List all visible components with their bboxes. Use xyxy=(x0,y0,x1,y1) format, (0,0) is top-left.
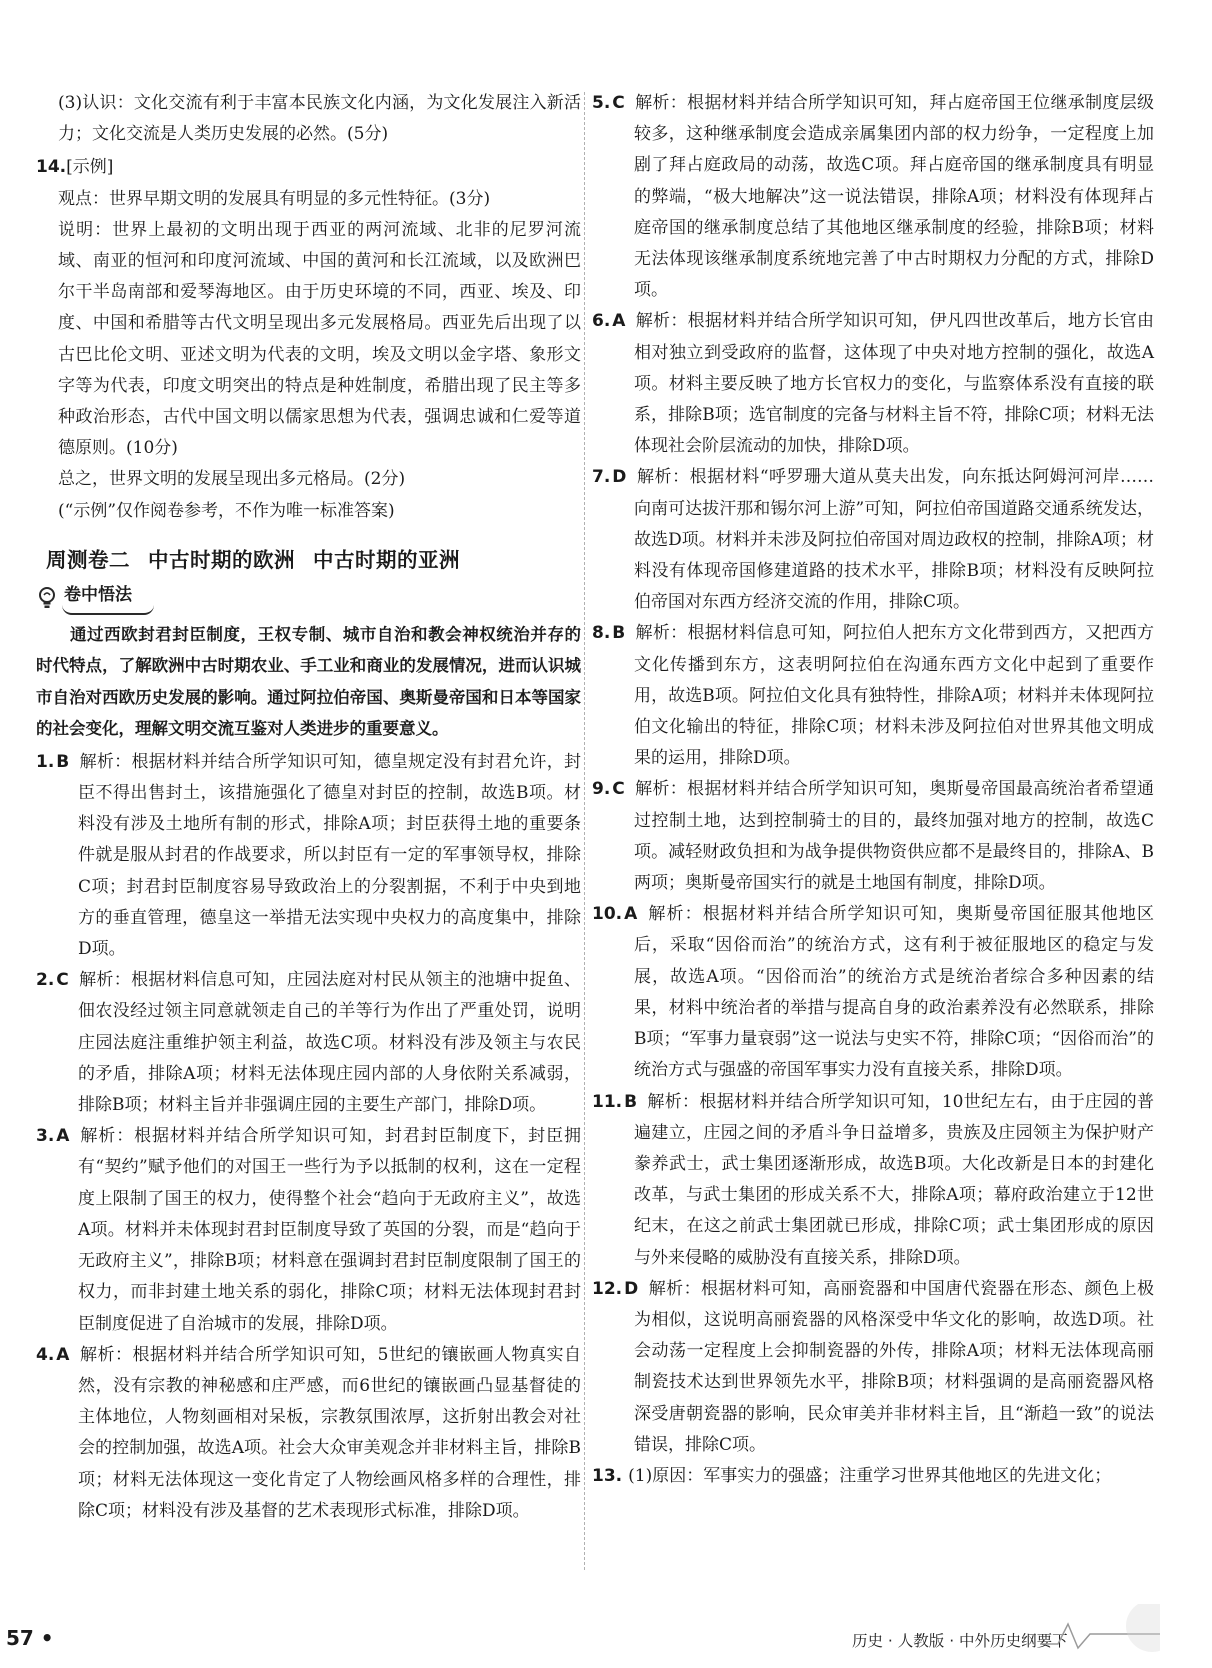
answer-item xyxy=(36,1121,581,1339)
answer-choice: A xyxy=(56,1126,70,1147)
answer-choice: B xyxy=(612,623,626,644)
answer-text: 根据材料并结合所学知识可知，奥斯曼帝国最高统治者希望通过控制土地，达到控制骑士的目的，最终加强对地方的控制，故选C项。减轻财政负担和为战争提供物资供应都不是最终目的，排除A、B两项；奥斯曼帝国实行的就是土地国有制度，排除D项。 xyxy=(634,779,1155,894)
answer-label: 解析： xyxy=(648,1278,702,1299)
answer-number: 7. xyxy=(592,467,611,488)
answer-text: 根据材料“呼罗珊大道从莫夫出发，向东抵达阿姆河河岸……向南可达拔汗那和锡尔河上游”可知，阿拉伯帝国道路交通系统发达，故选D项。材料并未涉及阿拉伯帝国对周边政权的控制，排除A项；材料没有体现帝国修建道路的技术水平，排除B项；材料没有反映阿拉伯帝国对东西方经济交流的作用，排除C项。 xyxy=(634,467,1155,613)
answer-text: (1)原因：军事实力的强盛；注重学习世界其他地区的先进文化； xyxy=(628,1465,1112,1486)
answer-number: 11. xyxy=(592,1091,623,1112)
answer-text: 根据材料并结合所学知识可知，5世纪的镶嵌画人物真实自然，没有宗教的神秘感和庄严感，而6世纪的镶嵌画凸显基督徒的主体地位，人物刻画相对呆板，宗教氛围浓厚，这折射出教会对社会的控制加强，故选A项。社会大众审美观念并非材料主旨，排除B项；材料无法体现这一变化肯定了人物绘画风格多样的合理性，排除C项；材料没有涉及基督的艺术表现形式标准，排除D项。 xyxy=(78,1344,581,1521)
left-answer-list xyxy=(36,747,581,1527)
answer-number: 9. xyxy=(592,779,611,800)
answer-text: 根据材料并结合所学知识可知，拜占庭帝国王位继承制度层级较多，这种继承制度会造成亲属集团内部的权力纷争，一定程度上加剧了拜占庭政局的动荡，故选C项。拜占庭帝国的继承制度具有明显的弊端，“极大地解决”这一说法错误，排除A项；材料没有体现拜占庭帝国的继承制度总结了其他地区继承制度的经验，排除B项；材料无法体现该继承制度系统地完善了中古时期权力分配的方式，排除D项。 xyxy=(634,93,1155,301)
answer-choice: A xyxy=(56,1344,70,1365)
answer-item xyxy=(592,1461,1154,1492)
answer-text: 根据材料信息可知，庄园法庭对村民从领主的池塘中捉鱼、佃农没经过领主同意就领走自己的羊等行为作出了严重处罚，说明庄园法庭注重维护领主利益，故选C项。材料没有涉及领主与农民的矛盾，排除A项；材料无法体现庄园内部的人身依附关系减弱，排除B项；材料主旨并非强调庄园的主要生产部门，排除D项。 xyxy=(78,970,582,1116)
answer-number: 13. xyxy=(592,1465,623,1486)
answer-item xyxy=(592,1087,1154,1274)
answer-item xyxy=(592,88,1154,306)
answer-text: 根据材料并结合所学知识可知，伊凡四世改革后，地方长官由相对独立到受政府的监督，这体现了中央对地方控制的强化，故选A项。材料主要反映了地方长官权力的变化，与监察体系没有直接的联系，排除B项；选官制度的完备与材料主旨不符，排除C项；材料无法体现社会阶层流动的加快，排除D项。 xyxy=(634,311,1155,457)
answer-item xyxy=(592,462,1154,618)
q14-header xyxy=(36,152,581,183)
answer-label: 解析： xyxy=(635,623,688,644)
answer-choice: A xyxy=(612,311,626,332)
column-divider xyxy=(584,92,585,1570)
answer-item xyxy=(36,1340,581,1527)
footer-book-label: 历史 · 人教版 · 中外历史纲要下 xyxy=(852,1632,1068,1650)
q14-conclusion: 总之，世界文明的发展呈现出多元格局。(2分) xyxy=(58,469,406,490)
answer-number: 8. xyxy=(592,623,611,644)
answer-choice: A xyxy=(624,904,638,925)
answer-label: 解析： xyxy=(79,751,132,772)
answer-choice: C xyxy=(56,970,69,991)
answer-number: 4. xyxy=(36,1344,55,1365)
unit-heading-part1: 周测卷二 xyxy=(46,547,130,572)
answer-choice: D xyxy=(624,1278,639,1299)
answer-number: 3. xyxy=(36,1126,55,1147)
answer-label: 解析： xyxy=(647,904,703,925)
answer-label: 解析： xyxy=(634,93,688,113)
answer-item xyxy=(36,965,581,1121)
q14-tag: [示例] xyxy=(66,157,114,178)
q14-number: 14. xyxy=(36,157,67,178)
answer-number: 6. xyxy=(592,311,611,332)
answer-choice: C xyxy=(612,93,625,113)
answer-item xyxy=(592,1274,1154,1461)
unit-heading-part3: 中古时期的亚洲 xyxy=(313,547,460,572)
answer-item xyxy=(592,774,1154,899)
answer-number: 5. xyxy=(592,93,611,113)
answer-choice: B xyxy=(56,751,70,772)
answer-item xyxy=(592,618,1154,774)
answer-text: 根据材料并结合所学知识可知，封君封臣制度下，封臣拥有“契约”赋予他们的对国王一些行为予以抵制的权利，这在一定程度上限制了国王的权力，使得整个社会“趋向于无政府主义”，故选A项。材料并未体现封君封臣制度导致了英国的分裂，而是“趋向于无政府主义”，排除B项；材料意在强调封君封臣制度限制了国王的权力，而非封建土地关系的弱化，排除C项；材料无法体现封君封臣制度促进了自治城市的发展，排除D项。 xyxy=(78,1126,582,1334)
answer-label: 解析： xyxy=(636,467,690,488)
answer-choice: C xyxy=(612,779,625,800)
q13-part3-paragraph: (3)认识：文化交流有利于丰富本民族文化内涵，为文化发展注入新活力；文化交流是人类历史发展的必然。(5分) xyxy=(58,93,581,145)
answer-text: 根据材料并结合所学知识可知，10世纪左右，由于庄园的普遍建立，庄园之间的矛盾斗争日益增多，贵族及庄园领主为保护财产豢养武士，武士集团逐渐形成，故选B项。大化改新是日本的封建化改革，与武士集团的形成关系不大，排除A项；幕府政治建立于12世纪末，在这之前武士集团就已形成，排除C项；武士集团形成的原因与外来侵略的威胁没有直接关系，排除D项。 xyxy=(634,1091,1154,1268)
right-column xyxy=(592,88,1154,1492)
answer-item xyxy=(592,899,1154,1086)
q14-viewpoint: 观点：世界早期文明的发展具有明显的多元性特征。(3分) xyxy=(58,188,491,209)
answer-text: 根据材料并结合所学知识可知，奥斯曼帝国征服其他地区后，采取“因俗而治”的统治方式，这有利于被征服地区的稳定与发展，故选A项。“因俗而治”的统治方式是统治者综合多种因素的结果，材料中统治者的举措与提高自身的政治素养没有必然联系，排除B项；“军事力量衰弱”这一说法与史实不符，排除C项；“因俗而治”的统治方式与强盛的帝国军事实力没有直接关系，排除D项。 xyxy=(634,904,1155,1081)
answer-text: 根据材料可知，高丽瓷器和中国唐代瓷器在形态、颜色上极为相似，这说明高丽瓷器的风格深受中华文化的影响，故选D项。社会动荡一定程度上会抑制瓷器的外传，排除A项；材料无法体现高丽制瓷技术达到世界领先水平，排除B项；材料强调的是高丽瓷器风格深受唐朝瓷器的影响，民众审美并非材料主旨，且“渐趋一致”的说法错误，排除C项。 xyxy=(634,1278,1155,1455)
answer-item xyxy=(36,747,581,965)
answer-number: 2. xyxy=(36,970,55,991)
answer-item xyxy=(592,306,1154,462)
q14-note: (“示例”仅作阅卷参考，不作为唯一标准答案) xyxy=(58,500,395,521)
answer-number: 10. xyxy=(592,904,623,925)
answer-label: 解析： xyxy=(634,779,688,800)
answer-label: 解析： xyxy=(647,1091,700,1112)
unit-heading xyxy=(46,543,581,577)
section-label: 卷中悟法 xyxy=(62,580,154,615)
answer-text: 根据材料信息可知，阿拉伯人把东方文化带到西方，又把西方文化传播到东方，这表明阿拉伯在沟通东西方文化中起到了重要作用，故选B项。阿拉伯文化具有独特性，排除A项；材料并未体现阿拉伯文化输出的特征，排除C项；材料未涉及阿拉伯对世界其他文明成果的运用，排除D项。 xyxy=(634,623,1155,769)
section-tag xyxy=(36,583,581,613)
unit-heading-part2: 中古时期的欧洲 xyxy=(148,547,295,572)
answer-text: 根据材料并结合所学知识可知，德皇规定没有封君允许，封臣不得出售封土，该措施强化了德皇对封臣的控制，故选B项。材料没有涉及土地所有制的形式，排除A项；封臣获得土地的重要条件就是服从封君的作战要求，所以封臣有一定的军事领导权，排除C项；封君封臣制度容易导致政治上的分裂割据，不利于中央到地方的垂直管理，德皇这一举措无法实现中央权力的高度集中，排除D项。 xyxy=(78,751,582,960)
left-column xyxy=(36,88,581,1527)
page-number: 57 • xyxy=(6,1626,54,1650)
section-summary: 通过西欧封君封臣制度，王权专制、城市自治和教会神权统治并存的时代特点，了解欧洲中古时期农业、手工业和商业的发展情况，进而认识城市自治对西欧历史发展的影响。通过阿拉伯帝国、奥斯曼帝国和日本等国家的社会变化，理解文明交流互鉴对人类进步的重要意义。 xyxy=(36,624,581,739)
answer-number: 12. xyxy=(592,1278,623,1299)
footer-wave-decoration xyxy=(1040,1604,1160,1654)
answer-label: 解析： xyxy=(635,311,688,332)
answer-label: 解析： xyxy=(79,1126,135,1147)
answer-label: 解析： xyxy=(78,970,132,991)
answer-choice: D xyxy=(612,467,627,488)
q14-explanation: 说明：世界上最初的文明出现于西亚的两河流域、北非的尼罗河流域、南亚的恒河和印度河流域、中国的黄河和长江流域，以及欧洲巴尔干半岛南部和爱琴海地区。由于历史环境的不同，西亚、埃及、印度、中国和希腊等古代文明呈现出多元发展格局。西亚先后出现了以古巴比伦文明、亚述文明为代表的文明，埃及文明以金字塔、象形文字等为代表，印度文明突出的特点是种姓制度，希腊出现了民主等多种政治形态，古代中国文明以儒家思想为代表，强调忠诚和仁爱等道德原则。(10分) xyxy=(58,219,581,459)
lightbulb-icon xyxy=(36,586,58,610)
answer-choice: B xyxy=(624,1091,638,1112)
answer-number: 1. xyxy=(36,751,55,772)
answer-label: 解析： xyxy=(79,1344,133,1365)
